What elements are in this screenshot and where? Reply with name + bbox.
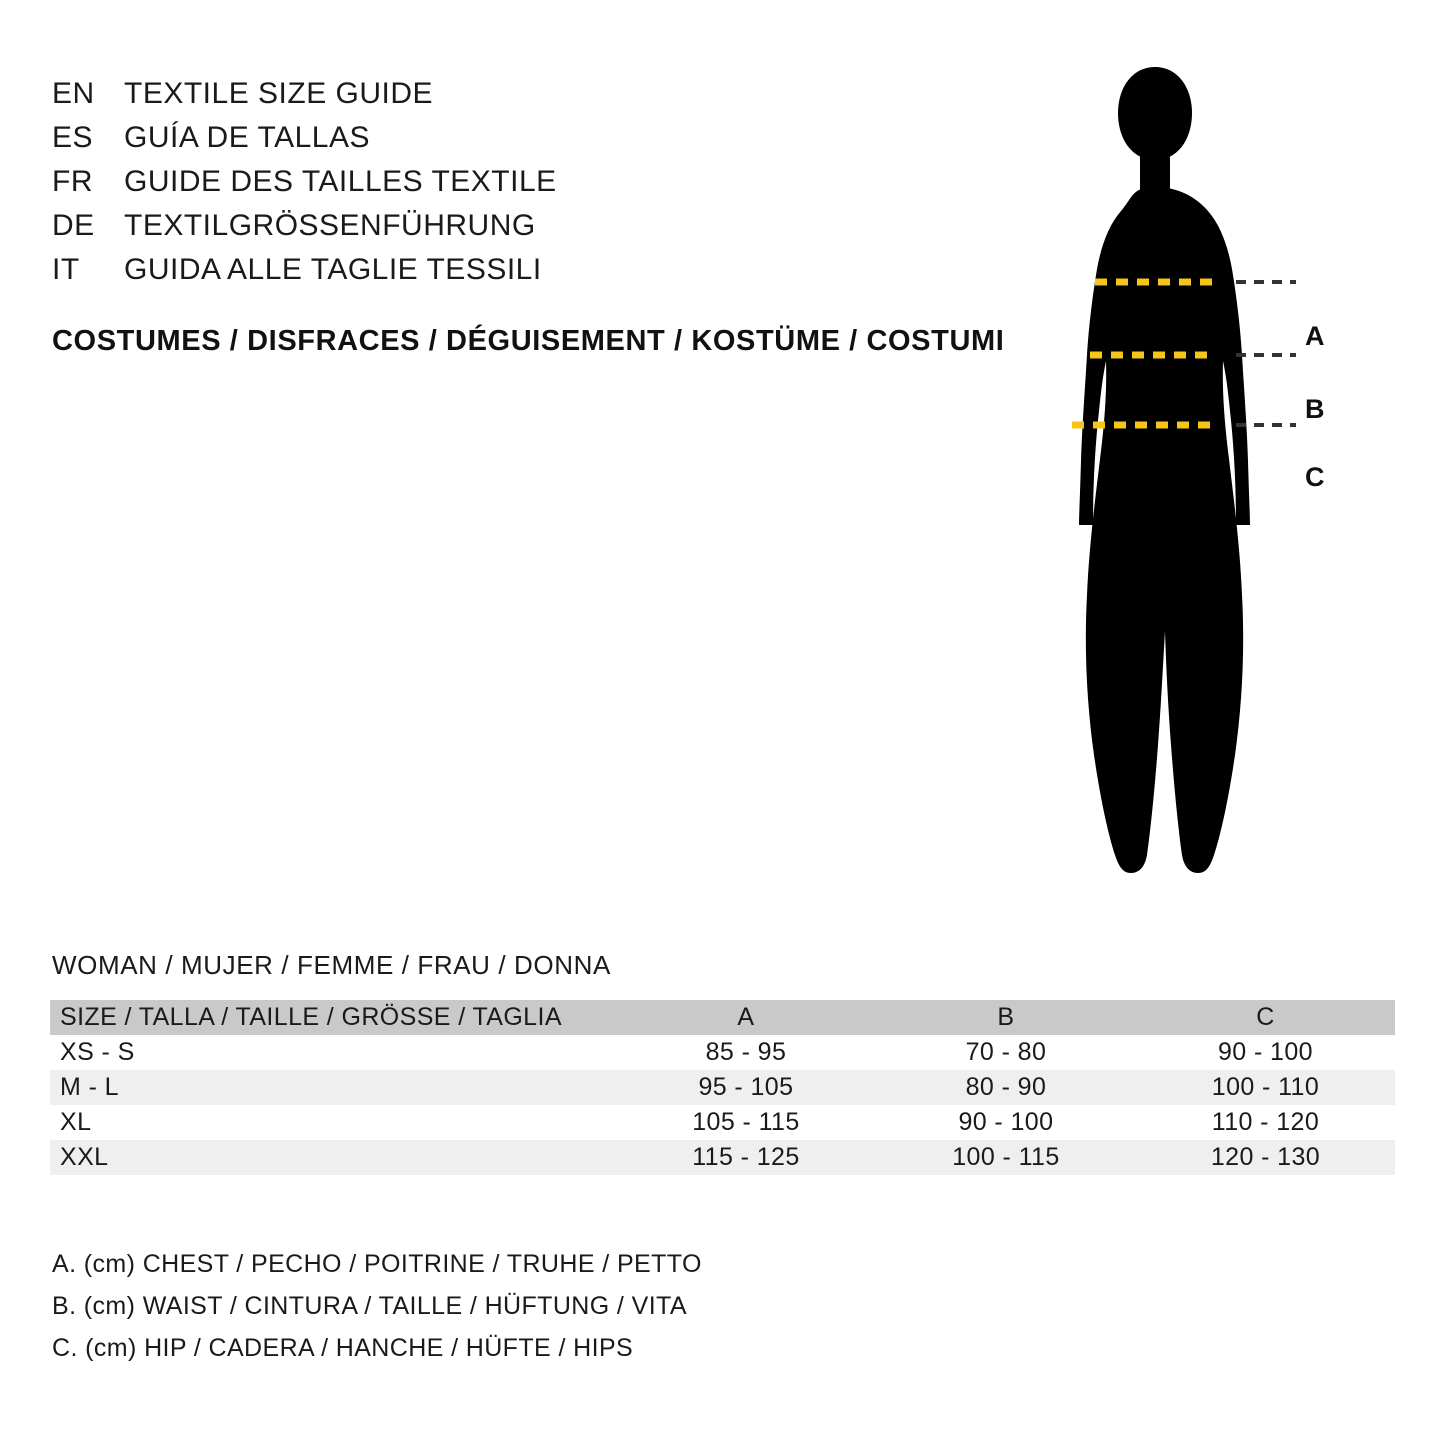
language-row: [52, 204, 952, 248]
measurement-figure: [1000, 55, 1420, 885]
language-row: [52, 72, 952, 116]
cell-b: 90 - 100: [958, 1108, 1054, 1136]
column-header-a: A: [737, 1003, 755, 1031]
language-row: [52, 116, 952, 160]
legend-item-b: B. (cm) WAIST / CINTURA / TAILLE / HÜFTUNG / VITA: [52, 1292, 687, 1320]
column-header-c: C: [1256, 1003, 1275, 1031]
cell-size: M - L: [60, 1073, 119, 1101]
cell-b: 70 - 80: [965, 1038, 1047, 1066]
legend-item-a: A. (cm) CHEST / PECHO / POITRINE / TRUHE / PETTO: [52, 1250, 702, 1278]
table-body: [50, 1035, 1395, 1175]
language-title: TEXTILE SIZE GUIDE: [124, 77, 434, 110]
cell-size: XS - S: [60, 1038, 135, 1066]
table-header-row: [50, 1000, 1395, 1035]
table-row: [50, 1070, 1395, 1105]
language-title: GUIDE DES TAILLES TEXTILE: [124, 165, 557, 198]
language-code: IT: [52, 253, 80, 286]
marker-label-b: B: [1305, 394, 1325, 424]
table-row: [50, 1140, 1395, 1175]
cell-c: 100 - 110: [1211, 1073, 1320, 1101]
table-caption: WOMAN / MUJER / FEMME / FRAU / DONNA: [52, 950, 611, 980]
cell-c: 90 - 100: [1218, 1038, 1313, 1066]
marker-label-c: C: [1305, 462, 1325, 492]
cell-size: XL: [60, 1108, 92, 1136]
legend-item-c: C. (cm) HIP / CADERA / HANCHE / HÜFTE / HIPS: [52, 1334, 634, 1362]
marker-label-a: A: [1305, 321, 1325, 351]
cell-size: XXL: [60, 1143, 109, 1171]
language-code: ES: [52, 121, 94, 154]
cell-c: 110 - 120: [1211, 1108, 1320, 1136]
column-header-size: SIZE / TALLA / TAILLE / GRÖSSE / TAGLIA: [60, 1003, 562, 1031]
cell-a: 85 - 95: [705, 1038, 787, 1066]
language-list: [52, 72, 952, 292]
cell-c: 120 - 130: [1210, 1143, 1321, 1171]
cell-a: 105 - 115: [692, 1108, 800, 1136]
language-title: GUIDA ALLE TAGLIE TESSILI: [124, 253, 542, 286]
language-code: DE: [52, 209, 95, 242]
language-row: [52, 248, 952, 292]
language-code: EN: [52, 77, 95, 110]
female-silhouette-icon: [1000, 55, 1420, 885]
column-header-b: B: [997, 1003, 1015, 1031]
table-row: [50, 1105, 1395, 1140]
language-row: [52, 160, 952, 204]
measurement-legend: [52, 1243, 702, 1369]
language-title: TEXTILGRÖSSENFÜHRUNG: [124, 209, 536, 242]
cell-a: 115 - 125: [692, 1143, 800, 1171]
language-code: FR: [52, 165, 93, 198]
cell-b: 100 - 115: [952, 1143, 1060, 1171]
category-title: COSTUMES / DISFRACES / DÉGUISEMENT / KOSTÜME / COSTUMI: [52, 325, 1005, 357]
cell-a: 95 - 105: [698, 1073, 794, 1101]
language-title: GUÍA DE TALLAS: [124, 121, 370, 154]
table-row: [50, 1035, 1395, 1070]
cell-b: 80 - 90: [965, 1073, 1047, 1101]
table-head: [50, 1000, 1395, 1035]
size-table: [50, 1000, 1395, 1175]
